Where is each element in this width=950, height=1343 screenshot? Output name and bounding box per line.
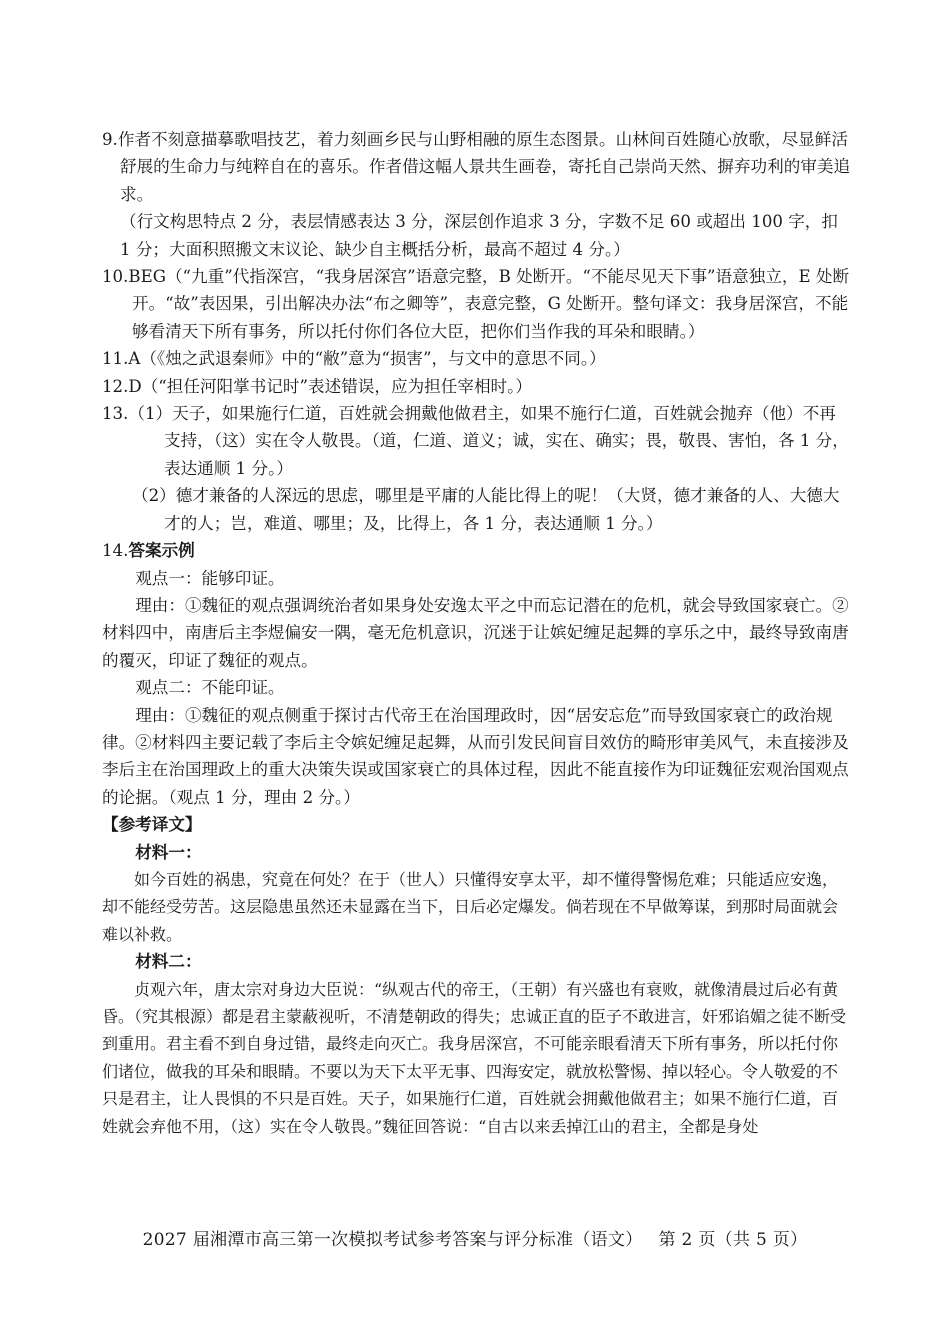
part-label: （2） <box>132 486 176 506</box>
item-number: 12. <box>102 376 129 396</box>
page-content <box>102 126 852 1140</box>
reason-2: 理由：①魏征的观点侧重于探讨古代帝王在治国理政时，因“居安忘危”而导致国家衰亡的政治规律。②材料四主要记载了李后主令嫔妃缠足起舞，从而引发民间盲目效仿的畸形审美风气，未直接涉及李后主在治国理政上的重大决策失误或国家衰亡的具体过程，因此不能直接作为印证魏征宏观治国观点的论据。（观点 1 分，理由 2 分。） <box>102 705 849 807</box>
answer-14-title: 答案示例 <box>128 540 195 561</box>
material-1-translation: 如今百姓的祸患，究竟在何处？在于（世人）只懂得安享太平，却不懂得警惕危难；只能适应安逸，却不能经受劳苦。这层隐患虽然还未显露在当下，日后必定爆发。倘若现在不早做筹谋，到那时局面就会难以补救。 <box>102 869 839 944</box>
answer-text: 作者不刻意描摹歌唱技艺，着力刻画乡民与山野相融的原生态图景。山林间百姓随心放歌，尽显鲜活舒展的生命力与纯粹自在的喜乐。作者借这幅人景共生画卷，寄托自己崇尚天然、摒弃功利的审美追求。 <box>117 130 851 204</box>
item-number: 11. <box>102 349 129 369</box>
reference-translation-heading: 【参考译文】 <box>102 814 202 835</box>
footer-page-number: 第 2 页（共 5 页） <box>658 1230 808 1250</box>
material-1-title: 材料一： <box>135 841 202 862</box>
answer-text: A（《烛之武退秦师》中的“敝”意为“损害”，与文中的意思不同。） <box>128 349 606 369</box>
material-2-translation: 贞观六年，唐太宗对身边大臣说：“纵观古代的帝王，（王朝）有兴盛也有衰败，就像清晨过后必有黄昏。（究其根源）都是君主蒙蔽视听，不清楚朝政的得失；忠诚正直的臣子不敢进言，奸邪谄媚之徒不断受到重用。君主看不到自身过错，最终走向灭亡。我身居深宫，不可能亲眼看清天下所有事务，所以托付你们诸位，做我的耳朵和眼睛。不要以为天下太平无事、四海安定，就放松警惕、掉以轻心。令人敬爱的不只是君主，让人畏惧的不只是百姓。天子，如果施行仁道，百姓就会拥戴他做君主；如果不施行仁道，百姓就会弃他不用，（这）实在令人敬畏。”魏征回答说：“自古以来丢掉江山的君主，全都是身处 <box>102 979 847 1136</box>
item-number: 13. <box>102 404 129 424</box>
material-2-title: 材料二： <box>135 951 202 972</box>
footer-title: 2027 届湘潭市高三第一次模拟考试参考答案与评分标准（语文） <box>142 1230 643 1250</box>
part-label: （1） <box>128 404 173 424</box>
answer-11 <box>102 345 852 372</box>
scoring-note-text: （行文构思特点 2 分，表层情感表达 3 分，深层创作追求 3 分，字数不足 60 或超出 100 字，扣 1 分；大面积照搬文末议论、缺少自主概括分析，最高不超过 4 分。） <box>120 212 838 259</box>
answer-14-heading <box>102 537 852 564</box>
item-number: 9. <box>102 130 118 149</box>
answer-13-part-1 <box>102 400 852 482</box>
answer-text: BEG（“九重”代指深宫，“我身居深宫”语意完整，B 处断开。“不能尽见天下事”语意独立，E 处断开。“故”表因果，引出解决办法“布之卿等”，表意完整，G 处断开。整句译文：我身居深宫，不能够看清天下所有事务，所以托付你们各位大臣，把你们当作我的耳朵和眼睛。） <box>128 267 850 341</box>
answer-9 <box>102 126 852 208</box>
answer-text: 德才兼备的人深远的思虑，哪里是平庸的人能比得上的呢！（大贤，德才兼备的人、大德大才的人；岂，难道、哪里；及，比得上，各 1 分，表达通顺 1 分。） <box>164 486 840 533</box>
item-number: 10. <box>102 267 129 287</box>
viewpoint-1: 观点一：能够印证。 <box>135 568 285 588</box>
item-number: 14. <box>102 541 129 561</box>
viewpoint-2: 观点二：不能印证。 <box>135 678 285 698</box>
answer-text: 天子，如果施行仁道，百姓就会拥戴他做君主，如果不施行仁道，百姓就会抛弃（他）不再支持，（这）实在令人敬畏。（道，仁道、道义；诚，实在、确实；畏，敬畏、害怕，各 1 分，表达通顺 1 分。） <box>164 404 849 478</box>
answer-9-scoring-note <box>102 208 852 263</box>
answer-12 <box>102 373 852 400</box>
answer-13-part-2 <box>102 482 852 537</box>
reason-1: 理由：①魏征的观点强调统治者如果身处安逸太平之中而忘记潜在的危机，就会导致国家衰亡。②材料四中，南唐后主李煜偏安一隅，毫无危机意识，沉迷于让嫔妃缠足起舞的享乐之中，最终导致南唐的覆灭，印证了魏征的观点。 <box>102 595 849 670</box>
answer-10 <box>102 263 852 345</box>
page-footer <box>0 1225 950 1250</box>
answer-text: D（“担任河阳掌书记时”表述错误，应为担任宰相时。） <box>128 376 533 396</box>
